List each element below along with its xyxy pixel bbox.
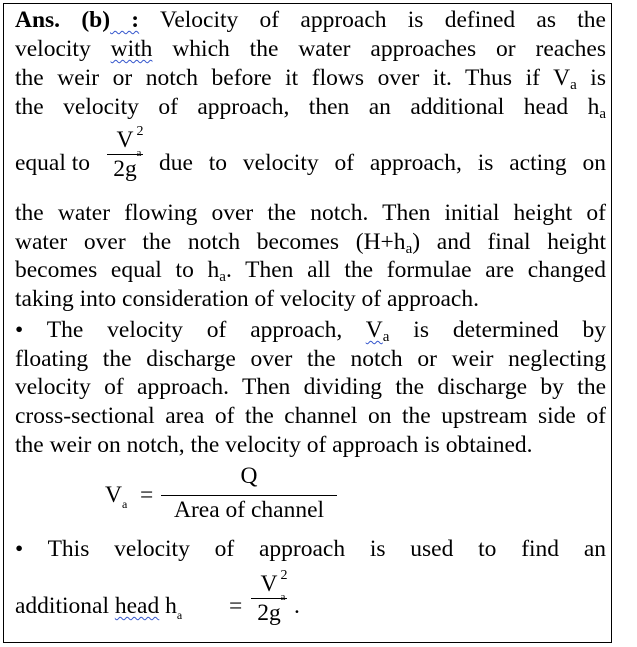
- paragraph1-line8: becomes equal to $h_a$. Then all the formulae are changed: [15, 257, 607, 285]
- paragraph1-line9: taking into consideration of velocity of approach.: [15, 286, 479, 312]
- paragraph1-line3: the weir or notch before it flows over it. Thus if $V_a$ is: [15, 65, 606, 93]
- paragraph1-line4: the velocity of approach, then an additional head $h_a$: [15, 94, 606, 122]
- paragraph2-line5: the weir on notch, the velocity of approach is obtained.: [15, 432, 533, 458]
- paragraph2-line3: velocity of approach. Then dividing the discharge by the: [15, 374, 606, 400]
- paragraph3-line1: • This velocity of approach is used to find an: [15, 536, 606, 562]
- fraction-v-squared-over-2g: V 2 a 2g: [107, 126, 143, 184]
- paragraph3-line2-left: additional head $h_a$: [15, 593, 183, 622]
- paragraph2-line4: cross-sectional area of the channel on the upstream side of: [15, 403, 606, 429]
- paragraph3-equals: =: [229, 593, 243, 619]
- paragraph2-line1: • The velocity of approach, $V_a$ is determined by: [15, 317, 606, 345]
- paragraph1-line7: water over the notch becomes $(H+h_a)$ and final height: [15, 229, 606, 257]
- paragraph3-period: .: [294, 593, 300, 619]
- formula1-lhs: $V_a$: [105, 482, 128, 511]
- paragraph1-line5-right: due to velocity of approach, is acting on: [159, 150, 606, 176]
- paragraph2-line2: floating the discharge over the notch or weir neglecting: [15, 346, 606, 372]
- bullet-icon: •: [15, 317, 24, 343]
- answer-box: [3, 3, 612, 643]
- paragraph1-line2: velocity with which the water approaches or reaches: [15, 36, 606, 62]
- formula1-equals: =: [140, 482, 154, 508]
- answer-label: Ans. (b) :: [15, 7, 140, 33]
- paragraph1-line1: Ans. (b) : Velocity of approach is defined as the: [15, 7, 606, 33]
- fraction-v-squared-over-2g-2: V 2 a 2g: [251, 570, 287, 628]
- fraction-q-over-area: Q Area of channel: [161, 462, 337, 524]
- paragraph1-line5-left: equal to: [15, 150, 91, 176]
- paragraph1-line6: the water flowing over the notch. Then initial height of: [15, 200, 606, 226]
- bullet-icon: •: [15, 536, 24, 562]
